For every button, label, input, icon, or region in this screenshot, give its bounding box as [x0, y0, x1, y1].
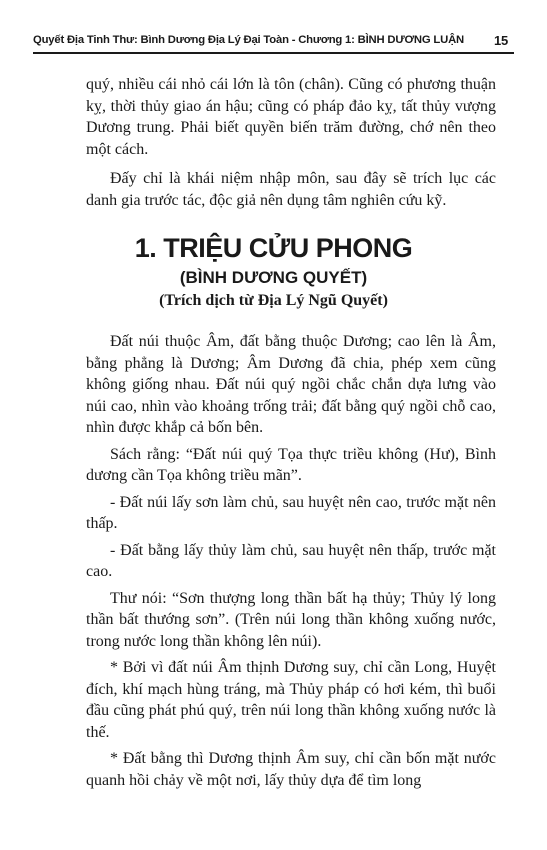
- body-paragraph: * Bởi vì đất núi Âm thịnh Dương suy, chỉ cần Long, Huyệt đích, khí mạch hùng tráng, mà Thủy pháp có hơi kém, thì buổi đầu cũng phát phú quý, trên núi long thần không xuống nước là thế.: [86, 659, 496, 741]
- body-paragraph: Đất núi thuộc Âm, đất bằng thuộc Dương; cao lên là Âm, bằng phẳng là Dương; Âm Dương đã chia, phép xem cũng không giống nhau. Đất núi quý ngồi chắc chắn dựa lưng vào núi cao, nhìn vào khoảng trống trải; đất bằng quý ngồi chỗ cao, nhìn được khắp cả bốn bên.: [86, 333, 496, 436]
- page-number: 15: [493, 33, 508, 48]
- running-title: Quyết Địa Tinh Thư: Bình Dương Địa Lý Đại Toàn - Chương 1: BÌNH DƯƠNG LUẬN: [33, 34, 464, 46]
- intro-text: [86, 74, 496, 211]
- body-paragraph: Thư nói: “Sơn thượng long thần bất hạ thủy; Thủy lý long thần bất thướng sơn”. (Trên núi long thần không xuống nước, trong nước long thần không lên núi).: [86, 589, 496, 650]
- body-paragraph: - Đất bằng lấy thủy làm chủ, sau huyệt nên thấp, trước mặt cao.: [86, 541, 496, 580]
- section-title: 1. TRIỆU CỬU PHONG: [134, 233, 413, 263]
- intro-paragraph: Đấy chỉ là khái niệm nhập môn, sau đây sẽ trích lục các danh gia trước tác, độc giả nên dụng tâm nghiên cứu kỹ.: [86, 170, 496, 209]
- body-paragraph: - Đất núi lấy sơn làm chủ, sau huyệt nên cao, trước mặt nên thấp.: [86, 493, 496, 532]
- body-paragraph: * Đất bằng thì Dương thịnh Âm suy, chỉ cần bốn mặt nước quanh hồi chảy về một nơi, lấy thủy dựa để tìm long: [86, 750, 496, 789]
- section-subtitle: (BÌNH DƯƠNG QUYẾT): [179, 268, 368, 287]
- running-header: [33, 31, 514, 51]
- intro-paragraph: quý, nhiều cái nhỏ cái lớn là tôn (chân). Cũng có phương thuận kỵ, thời thủy giao án hậu; cũng có pháp đảo kỵ, tất thủy vượng Dương trung. Phải biết quyền biến trăm đường, chớ nên theo một cách.: [86, 76, 496, 158]
- main-text: [86, 331, 496, 791]
- header-rule: [33, 52, 514, 54]
- section-source: (Trích dịch từ Địa Lý Ngũ Quyết): [159, 292, 388, 309]
- body-paragraph: Sách rằng: “Đất núi quý Tọa thực triều không (Hư), Bình dương cần Tọa không triều mãn”.: [86, 445, 496, 484]
